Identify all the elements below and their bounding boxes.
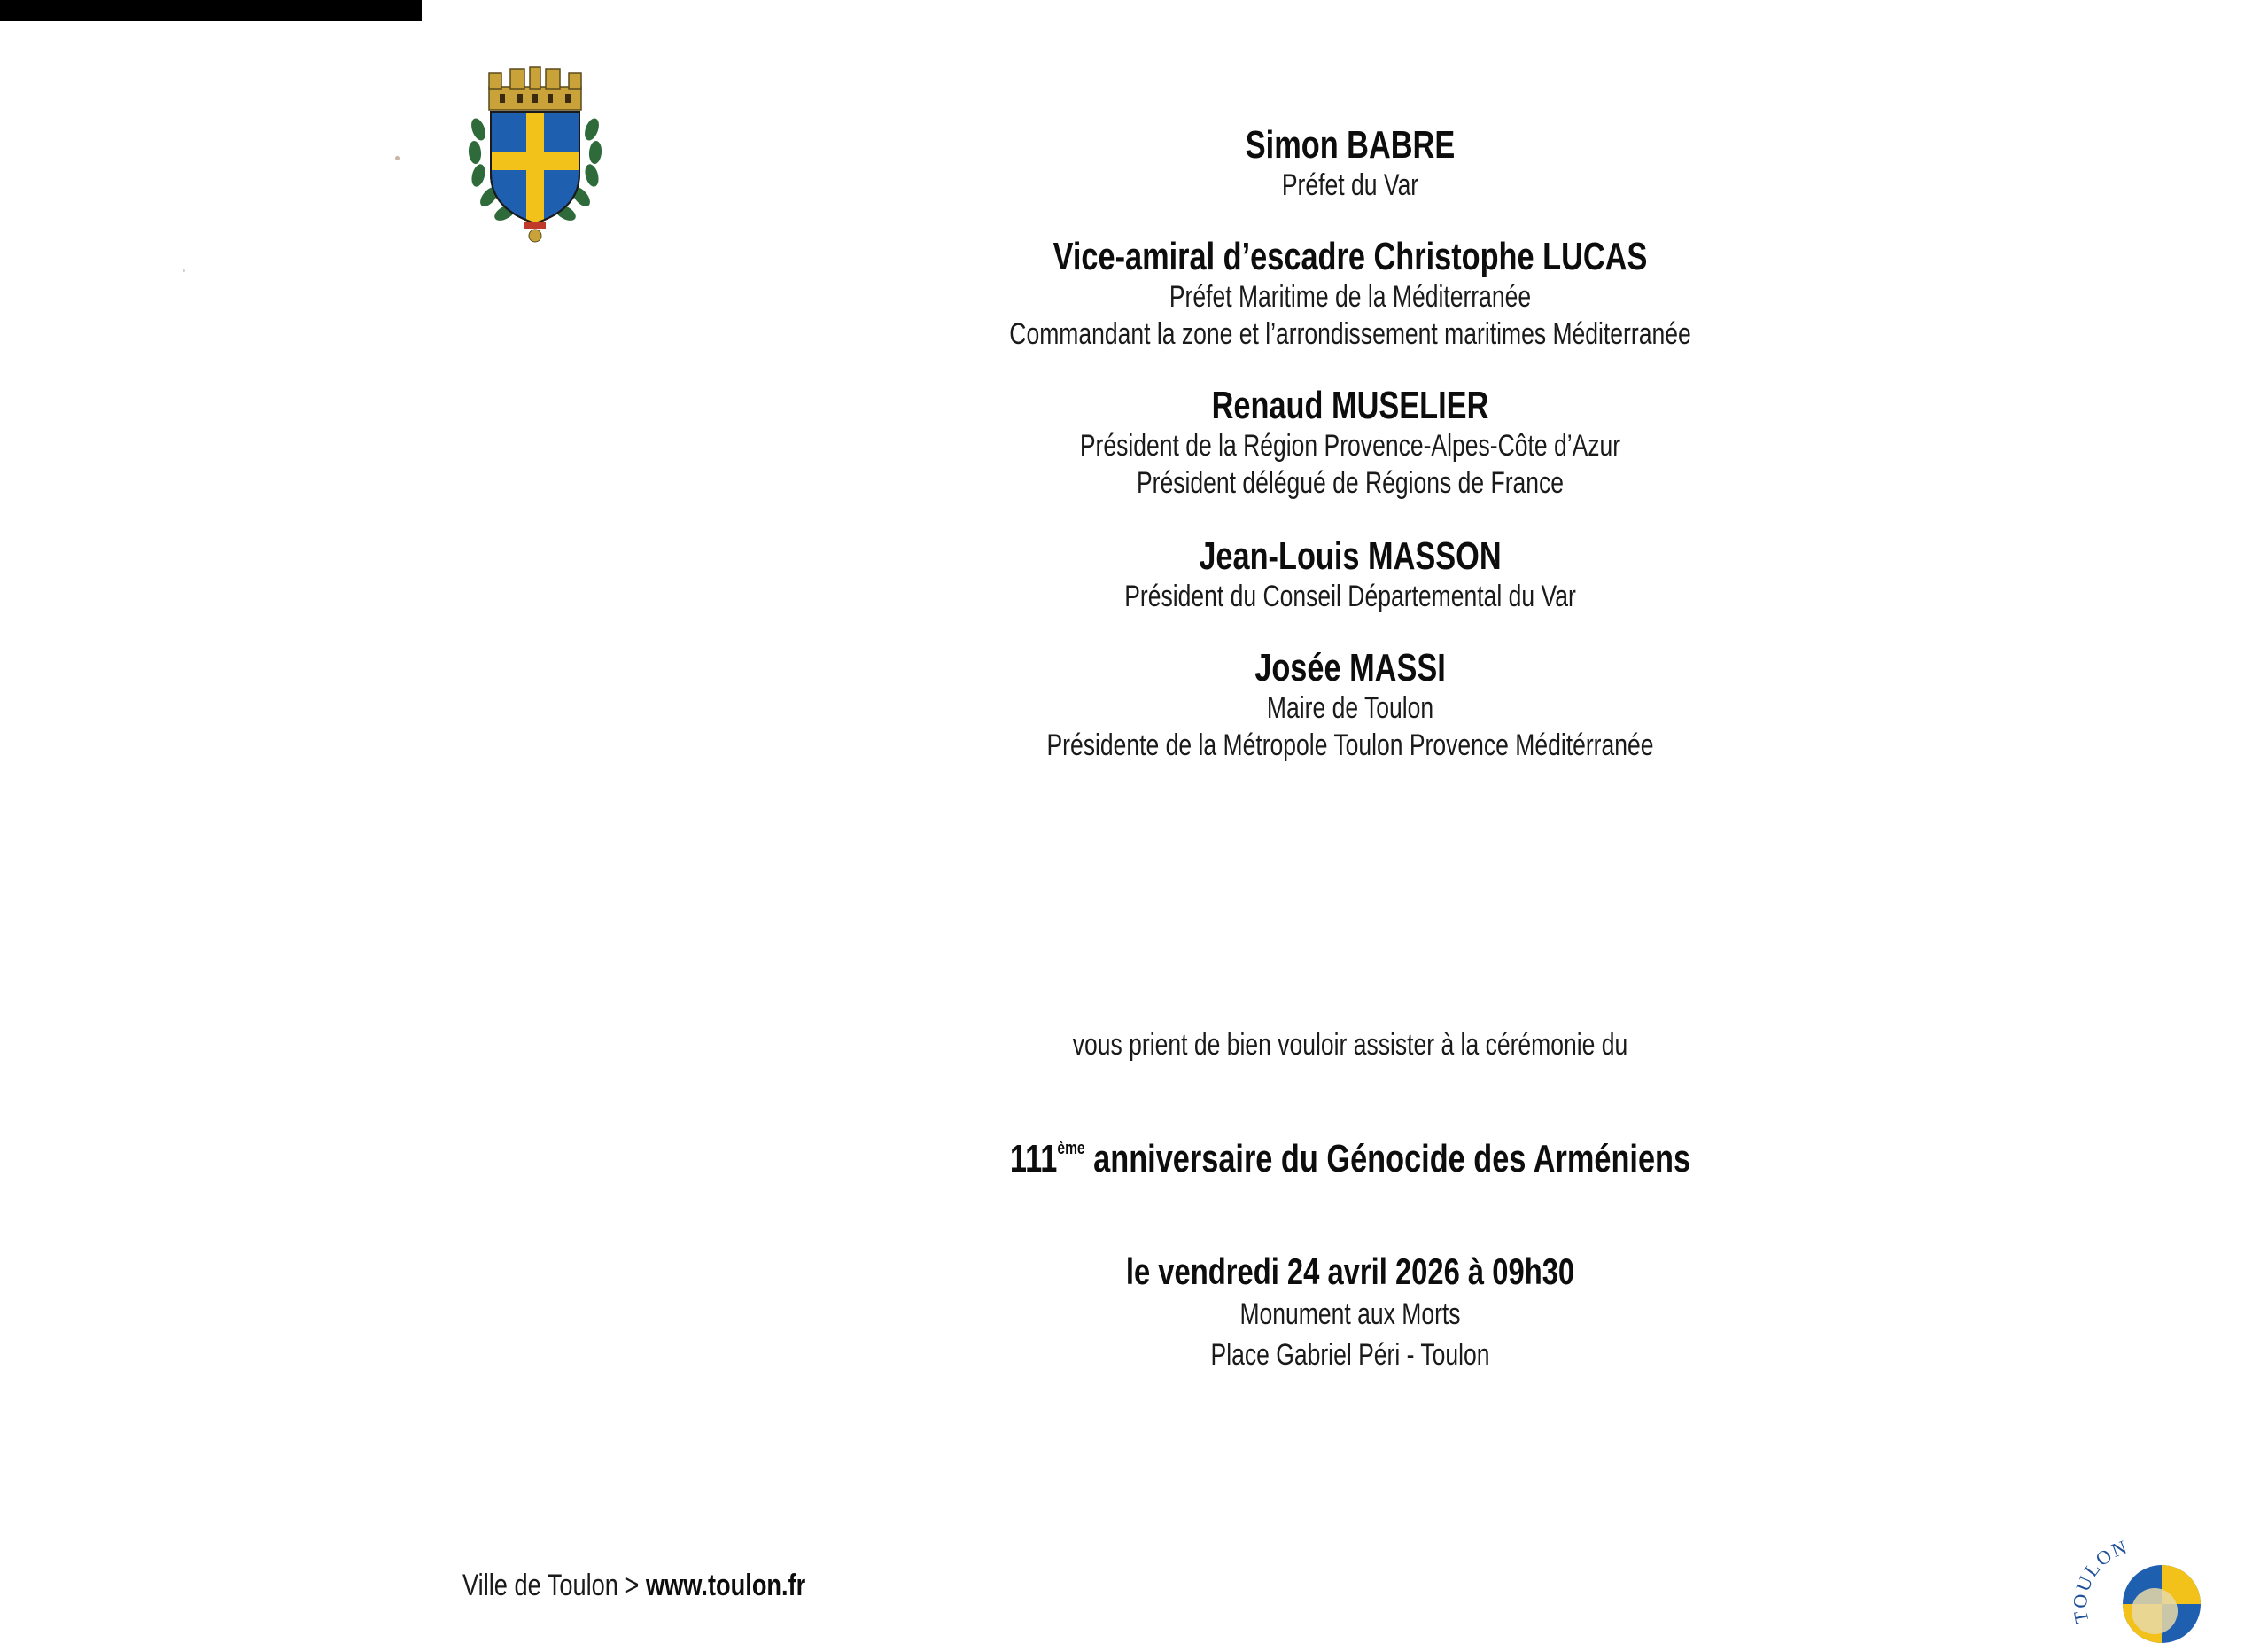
coat-of-arms-icon <box>464 67 606 245</box>
event-date: le vendredi 24 avril 2026 à 09h30 <box>1125 1250 1575 1292</box>
scan-border-bar <box>0 0 422 21</box>
event-name: anniversaire du Génocide des Arméniens <box>1084 1137 1691 1180</box>
event-venue: Monument aux Morts <box>1239 1297 1461 1331</box>
event-address: Place Gabriel Péri - Toulon <box>1210 1338 1490 1372</box>
footer <box>462 1570 805 1600</box>
host-name: Renaud MUSELIER <box>1211 384 1489 427</box>
host-title: Maire de Toulon <box>1266 691 1434 725</box>
host-name: Simon BABRE <box>1245 123 1456 167</box>
footer-separator: > <box>625 1569 640 1602</box>
scan-speck <box>395 156 400 160</box>
footer-website-link[interactable]: www.toulon.fr <box>645 1569 806 1602</box>
host-title: Président du Conseil Départemental du Var <box>1124 580 1576 613</box>
toulon-logo-icon <box>2070 1523 2211 1625</box>
host-title: Président de la Région Provence-Alpes-Côte d’Azur <box>1079 429 1621 463</box>
invitation-intro: vous prient de bien vouloir assister à la cérémonie du <box>1072 1028 1628 1062</box>
host-title: Préfet du Var <box>1281 168 1419 202</box>
host-title: Présidente de la Métropole Toulon Provence Méditérranée <box>1046 728 1654 762</box>
host-title: Président délégué de Régions de France <box>1136 466 1565 500</box>
footer-city: Ville de Toulon <box>462 1569 618 1602</box>
logo-text: TOULON <box>2070 1535 2132 1625</box>
scan-speck <box>183 269 185 272</box>
event-title <box>1005 1137 1696 1180</box>
host-name: Jean-Louis MASSON <box>1199 534 1502 578</box>
svg-text:TOULON <box>2070 1535 2131 1624</box>
event-number: 111 <box>1009 1137 1058 1180</box>
host-name: Vice-amiral d’escadre Christophe LUCAS <box>1052 235 1648 278</box>
host-title: Commandant la zone et l’arrondissement maritimes Méditerranée <box>1009 317 1691 351</box>
event-ordinal-suffix: ème <box>1057 1139 1085 1158</box>
host-name: Josée MASSI <box>1254 646 1446 689</box>
host-title: Préfet Maritime de la Méditerranée <box>1169 280 1532 314</box>
